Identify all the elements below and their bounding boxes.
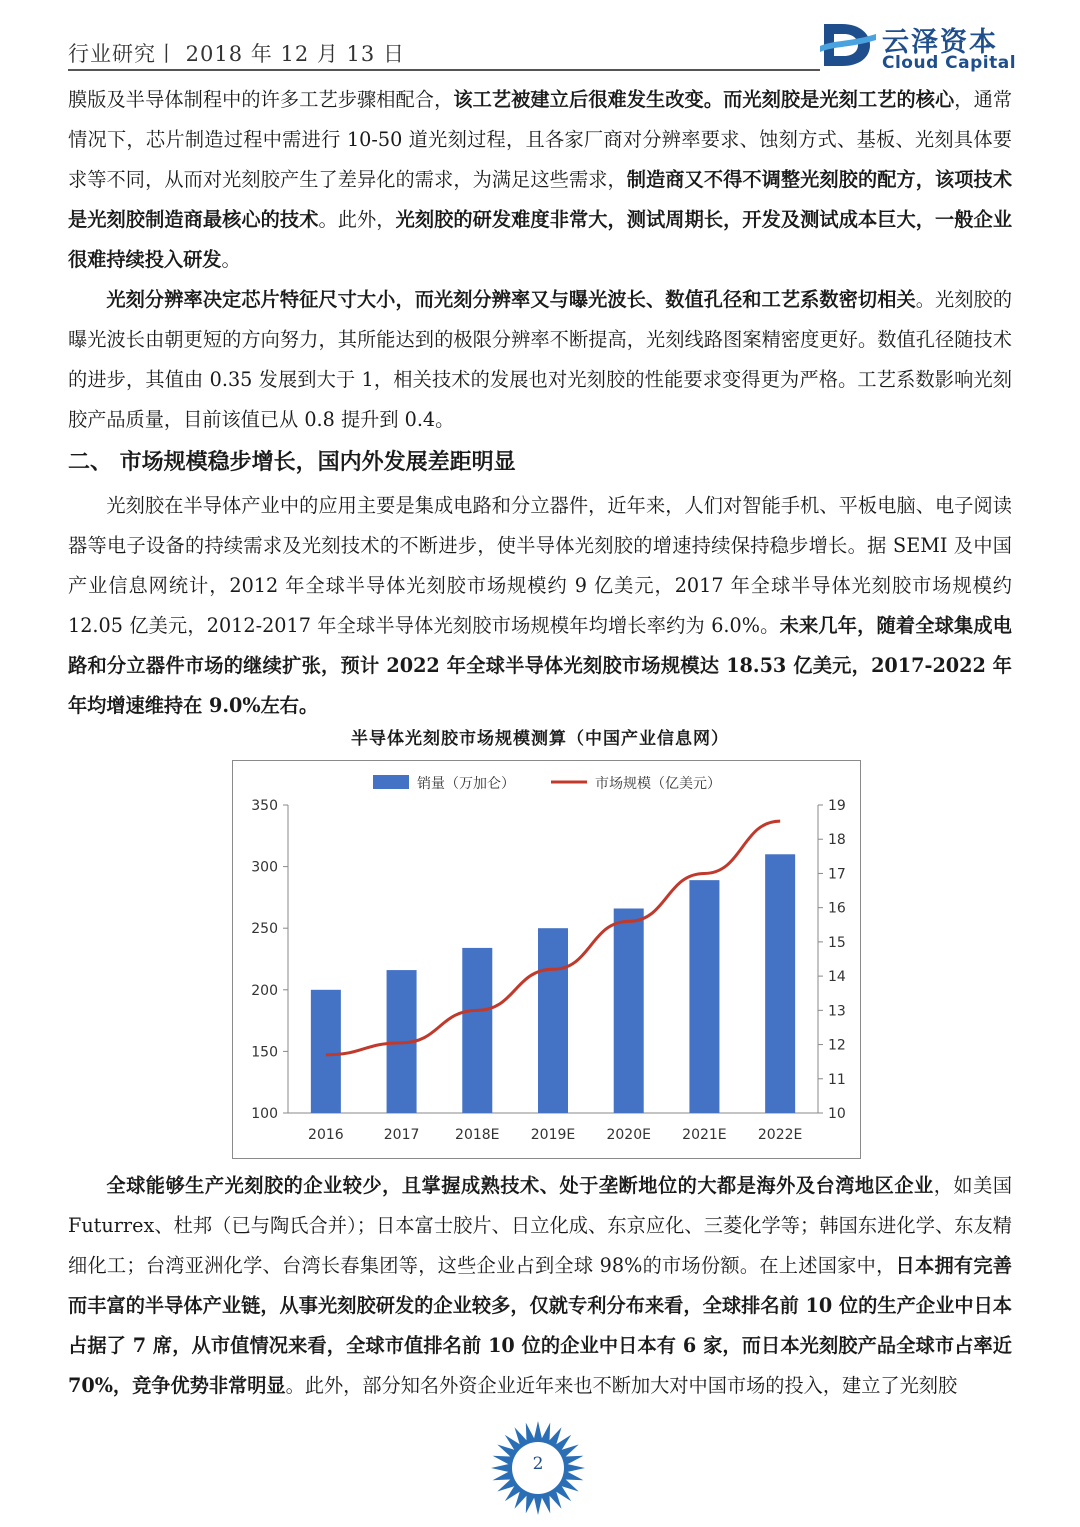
legend-line-label: 市场规模（亿美元） (595, 776, 721, 792)
header-divider (68, 69, 820, 71)
section-title: 二、 市场规模稳步增长，国内外发展差距明显 (68, 450, 516, 475)
page-number: 2 (532, 1454, 544, 1474)
right-tick-label: 19 (828, 798, 846, 814)
x-tick-label: 2022E (757, 1127, 803, 1143)
right-tick-label: 18 (828, 832, 846, 849)
paragraph-market-size: 光刻胶在半导体产业中的应用主要是集成电路和分立器件，近年来，人们对智能手机、平板电脑、电子阅读器等电子设备的持续需求及光刻技术的不断进步，使半导体光刻胶的增速持续保持稳步增长。据 SEMI 及中国产业信息网统计，2012 年全球半导体光刻胶市场规模约 9 亿美元，2017 年全球半导体光刻胶市场规模约 12.05 亿美元，2012-2017 年全球半导体光刻胶市场规模年均增长率约为 6.0%。未来几年，随着全球集成电路和分立器件市场的继续扩张，预计 2022 年全球半导体光刻胶市场规模达 18.53 亿美元，2017-2022 年年均增速维持在 9.0%左右。 (68, 494, 1012, 717)
x-tick-label: 2019E (530, 1127, 576, 1143)
logo-english-name: Cloud Capital (882, 53, 1017, 73)
paragraph-resolution: 光刻分辨率决定芯片特征尺寸大小，而光刻分辨率又与曝光波长、数值孔径和工艺系数密切相关。光刻胶的曝光波长由朝更短的方向努力，其所能达到的极限分辨率不断提高，光刻线路图案精密度更好。数值孔径随技术的进步，其值由 0.35 发展到大于 1，相关技术的发展也对光刻胶的性能要求变得更为严格。工艺系数影响光刻胶产品质量，目前该值已从 0.8 提升到 0.4。 (68, 288, 1013, 431)
paragraph-competitors: 全球能够生产光刻胶的企业较少，且掌握成熟技术、处于垄断地位的大都是海外及台湾地区企业，如美国 Futurrex、杜邦（已与陶氏合并）；日本富士胶片、日立化成、东京应化、三菱化学等；韩国东进化学、东友精细化工；台湾亚洲化学、台湾长春集团等，这些企业占到全球 98%的市场份额。在上述国家中，日本拥有完善而丰富的半导体产业链，从事光刻胶研发的企业较多，仅就专利分布来看，全球排名前 10 位的生产企业中日本占据了 7 席，从市值情况来看，全球市值排名前 10 位的企业中日本有 6 家，而日本光刻胶产品全球市占率近 70%，竞争优势非常明显。此外，部分知名外资企业近年来也不断加大对中国市场的投入，建立了光刻胶 (68, 1174, 1013, 1397)
right-tick-label: 10 (828, 1106, 846, 1122)
logo-chinese-name: 云泽资本 (882, 27, 998, 58)
legend-bar-label: 销量（万加仑） (417, 776, 515, 792)
left-tick-label: 100 (251, 1106, 278, 1122)
bar (689, 880, 719, 1113)
cloud-capital-logo-icon (820, 20, 876, 70)
body-text-lower (68, 1166, 1012, 1406)
right-tick-label: 14 (828, 969, 846, 986)
x-tick-label: 2021E (682, 1127, 727, 1143)
x-tick-label: 2018E (455, 1127, 500, 1143)
x-tick-label: 2016 (308, 1127, 344, 1143)
left-tick-label: 300 (251, 859, 278, 876)
header-category-date: 行业研究丨 2018 年 12 月 13 日 (68, 42, 405, 66)
page-header (68, 28, 1020, 72)
right-tick-label: 16 (828, 900, 846, 917)
x-tick-label: 2020E (606, 1127, 651, 1143)
bar (462, 948, 492, 1113)
right-tick-label: 12 (828, 1037, 846, 1054)
right-tick-label: 13 (828, 1003, 846, 1020)
right-tick-label: 15 (828, 934, 846, 951)
right-tick-label: 11 (828, 1071, 846, 1088)
chart-title: 半导体光刻胶市场规模测算（中国产业信息网） (351, 729, 729, 749)
chart-svg (233, 761, 859, 1157)
bar (311, 990, 341, 1113)
x-tick-label: 2017 (383, 1127, 420, 1143)
body-text-upper (68, 80, 1012, 726)
left-tick-label: 200 (251, 982, 278, 999)
left-tick-label: 350 (251, 798, 278, 814)
paragraph-photoresist-core: 膜版及半导体制程中的许多工艺步骤相配合，该工艺被建立后很难发生改变。而光刻胶是光刻工艺的核心，通常情况下，芯片制造过程中需进行 10-50 道光刻过程，且各家厂商对分辨率要求、蚀刻方式、基板、光刻具体要求等不同，从而对光刻胶产生了差异化的需求，为满足这些需求，制造商又不得不调整光刻胶的配方，该项技术是光刻胶制造商最核心的技术。此外，光刻胶的研发难度非常大，测试周期长，开发及测试成本巨大，一般企业很难持续投入研发。 (68, 88, 1013, 271)
left-tick-label: 150 (251, 1044, 278, 1061)
page-number-badge (488, 1420, 588, 1520)
bar (538, 928, 568, 1113)
bar (765, 854, 795, 1113)
market-size-chart (232, 760, 861, 1159)
bar (614, 908, 644, 1113)
left-tick-label: 250 (251, 921, 278, 938)
right-tick-label: 17 (828, 866, 846, 883)
company-logo (820, 20, 1020, 73)
legend-bar-swatch (373, 775, 409, 789)
